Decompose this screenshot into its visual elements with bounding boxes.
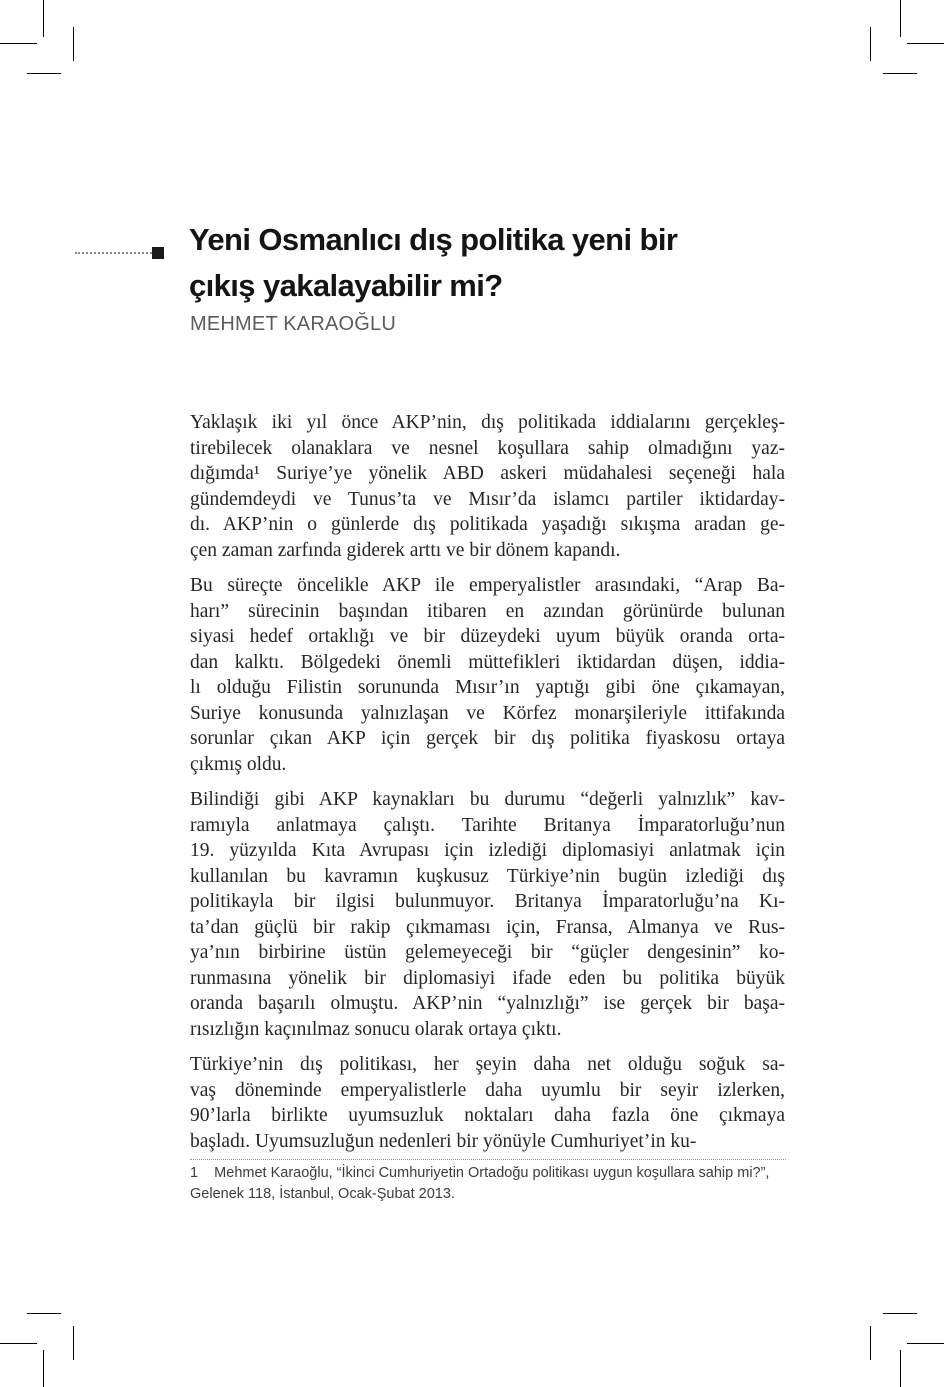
text-line: başladı. Uyumsuzluğun nedenleri bir yönüyle Cumhuriyet’in ku- xyxy=(190,1130,697,1152)
text-line: çen zaman zarfında giderek arttı ve bir dönem kapandı. xyxy=(190,539,621,561)
text-line: dı. AKP’nin o günlerde dış politikada yaşadığı sıkışma aradan ge- xyxy=(190,514,785,535)
text-line: çıkış yakalayabilir mi? xyxy=(189,268,503,303)
text-line: Türkiye’nin dış politikası, her şeyin daha net olduğu soğuk sa- xyxy=(190,1054,785,1075)
text-line: 1 Mehmet Karaoğlu, “İkinci Cumhuriyetin Ortadoğu politikası uygun koşullara sahip mi?”, xyxy=(190,1165,770,1181)
paragraph xyxy=(190,573,785,777)
text-line: 90’larla birlikte uyumsuzluk noktaları daha fazla öne çıkmaya xyxy=(190,1105,785,1126)
crop-mark xyxy=(883,73,917,74)
dotted-leader xyxy=(75,252,152,254)
crop-mark xyxy=(43,0,44,37)
article-body xyxy=(190,410,785,1164)
text-line: ya’nın birbirine üstün gelemeyeceği bir “güçler dengesinin” ko- xyxy=(190,942,785,963)
crop-mark xyxy=(907,1343,944,1344)
paragraph xyxy=(190,787,785,1042)
paragraph xyxy=(190,1052,785,1154)
text-line: ta’dan güçlü bir rakip çıkmaması için, Fransa, Almanya ve Rus- xyxy=(190,916,785,938)
text-line: Gelenek 118, İstanbul, Ocak-Şubat 2013. xyxy=(190,1186,455,1202)
crop-mark xyxy=(907,43,944,44)
crop-mark xyxy=(0,1343,37,1344)
crop-mark xyxy=(43,1350,44,1387)
crop-mark xyxy=(73,1326,74,1360)
text-line: ramıyla anlatmaya çalıştı. Tarihte Britanya İmparatorluğu’nun xyxy=(190,814,785,836)
paragraph xyxy=(190,410,785,563)
crop-mark xyxy=(27,1313,61,1314)
crop-mark xyxy=(0,43,37,44)
text-line: dan kalktı. Bölgedeki önemli müttefikleri iktidardan düşen, iddia- xyxy=(190,651,785,673)
footnote xyxy=(190,1159,786,1205)
crop-mark xyxy=(27,73,61,74)
text-line: dığımda¹ Suriye’ye yönelik ABD askeri müdahalesi seçeneği hala xyxy=(190,463,785,484)
text-line: kullanılan bu kavramın kuşkusuz Türkiye’nin bugün izlediği dış xyxy=(190,865,785,887)
text-line: çıkmış oldu. xyxy=(190,753,287,775)
crop-mark xyxy=(900,0,901,37)
square-bullet-icon xyxy=(152,247,164,259)
crop-mark xyxy=(870,27,871,61)
text-line: tirebilecek olanaklara ve nesnel koşullara sahip olmadığını yaz- xyxy=(190,437,785,459)
text-line: rısızlığın kaçınılmaz sonucu olarak ortaya çıktı. xyxy=(190,1018,562,1040)
text-line: Bilindiği gibi AKP kaynakları bu durumu “değerli yalnızlık” kav- xyxy=(190,789,785,810)
text-line: lı olduğu Filistin sorununda Mısır’ın yaptığı gibi öne çıkamayan, xyxy=(190,677,785,698)
text-line: 19. yüzyılda Kıta Avrupası için izlediği diplomasiyi anlatmak için xyxy=(190,840,785,861)
text-line: Suriye konusunda yalnızlaşan ve Körfez monarşileriyle ittifakında xyxy=(190,702,785,724)
text-line: runmasına yönelik bir diplomasiyi ifade eden bu politika büyük xyxy=(190,967,785,989)
crop-mark xyxy=(73,27,74,61)
text-line: siyasi hedef ortaklığı ve bir düzeydeki uyum büyük oranda orta- xyxy=(190,626,785,647)
crop-mark xyxy=(870,1326,871,1360)
text-line: gündemdeydi ve Tunus’ta ve Mısır’da islamcı partiler iktidarday- xyxy=(190,488,785,510)
crop-mark xyxy=(883,1313,917,1314)
text-line: vaş döneminde emperyalistlerle daha uyumlu bir seyir izlerken, xyxy=(190,1079,785,1101)
text-line: harı” sürecinin başından itibaren en azından görünürde bulunan xyxy=(190,600,785,622)
author-name: MEHMET KARAOĞLU xyxy=(190,313,396,335)
text-line: Bu süreçte öncelikle AKP ile emperyalistler arasındaki, “Arap Ba- xyxy=(190,575,785,596)
text-line: politikayla bir ilgisi bulunmuyor. Britanya İmparatorluğu’na Kı- xyxy=(190,891,785,912)
crop-mark xyxy=(900,1350,901,1387)
text-line: Yaklaşık iki yıl önce AKP’nin, dış politikada iddialarını gerçekleş- xyxy=(190,412,785,433)
text-line: Yeni Osmanlıcı dış politika yeni bir xyxy=(189,222,678,257)
page-title xyxy=(189,217,809,309)
text-line: oranda başarılı olmuştu. AKP’nin “yalnızlığı” ise gerçek bir başa- xyxy=(190,993,785,1014)
text-line: sorunlar çıkan AKP için gerçek bir dış politika fiyaskosu ortaya xyxy=(190,728,785,749)
